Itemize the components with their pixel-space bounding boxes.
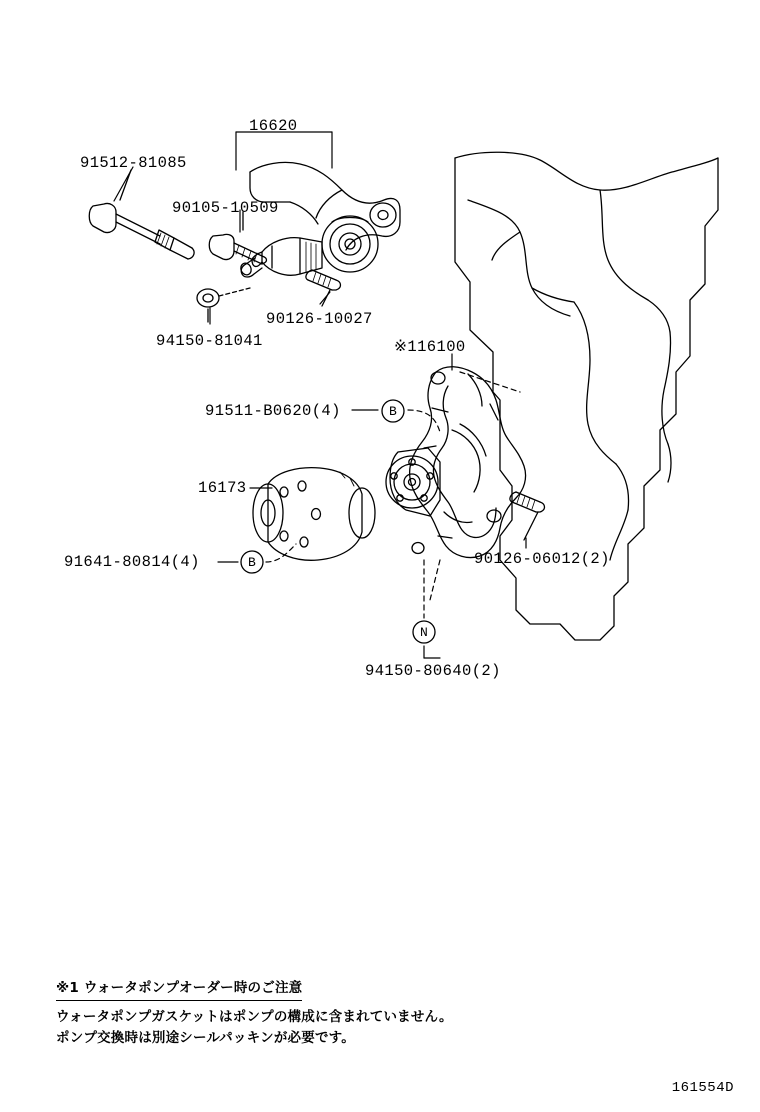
part-label-90126-06012: 90126-06012(2) bbox=[474, 550, 610, 568]
note-block bbox=[56, 978, 576, 1049]
note-line-2: ポンプ交換時は別途シールパッキンが必要です。 bbox=[56, 1029, 355, 1046]
washer-94150-81041 bbox=[197, 288, 250, 322]
callout-circles bbox=[241, 400, 435, 643]
part-label-90105-10509: 90105-10509 bbox=[172, 199, 279, 217]
callout-badge-n: N bbox=[420, 625, 428, 640]
pulley-16173 bbox=[253, 468, 375, 561]
note-title: ※1 ウォータポンプオーダー時のご注意 bbox=[56, 978, 302, 1001]
part-label-16173: 16173 bbox=[198, 479, 247, 497]
part-label-116100: ※116100 bbox=[394, 338, 466, 356]
part-label-90126-10027: 90126-10027 bbox=[266, 310, 373, 328]
part-label-94150-81041: 94150-81041 bbox=[156, 332, 263, 350]
tensioner-assembly-16620 bbox=[239, 162, 400, 277]
part-label-91512-81085: 91512-81085 bbox=[80, 154, 187, 172]
part-label-91511-B0620: 91511-B0620(4) bbox=[205, 402, 341, 420]
bolt-90105-10509 bbox=[209, 212, 266, 264]
part-label-91641-80814: 91641-80814(4) bbox=[64, 553, 200, 571]
callout-badge-b-upper: B bbox=[389, 404, 397, 419]
diagram-code: 161554D bbox=[671, 1080, 734, 1096]
note-line-1: ウォータポンプガスケットはポンプの構成に含まれていません。 bbox=[56, 1008, 453, 1025]
part-label-16620: 16620 bbox=[249, 117, 298, 135]
callout-badge-b-lower: B bbox=[248, 555, 256, 570]
part-label-94150-80640: 94150-80640(2) bbox=[365, 662, 501, 680]
